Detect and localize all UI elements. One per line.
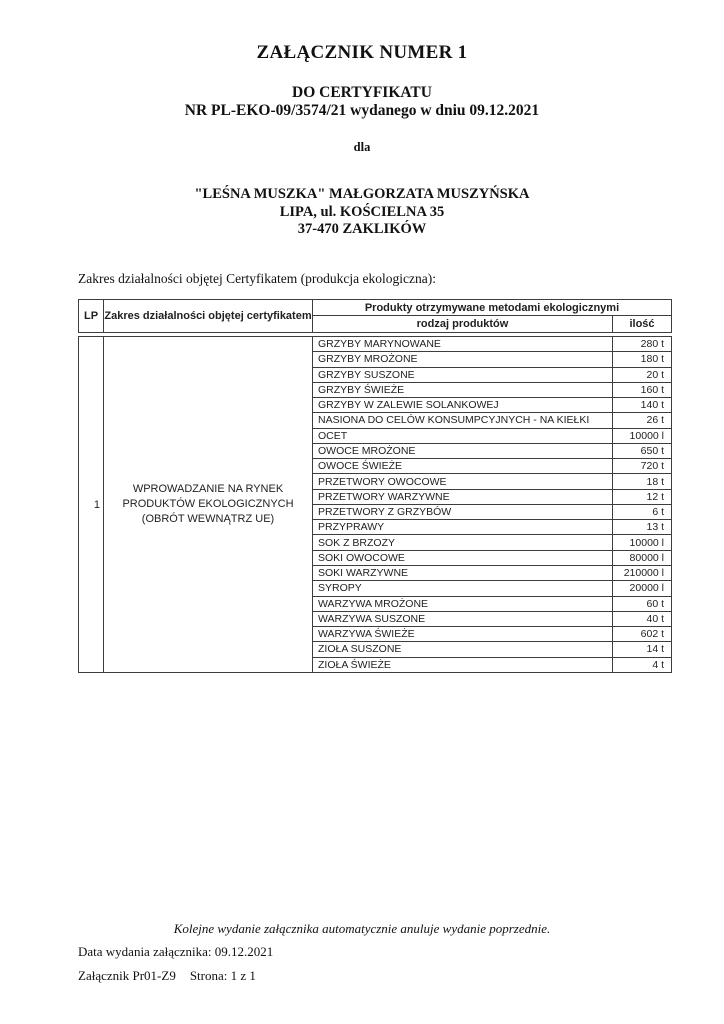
- product-row: [313, 352, 671, 367]
- product-name: WARZYWA SUSZONE: [313, 612, 613, 626]
- product-row: [313, 398, 671, 413]
- product-row: [313, 581, 671, 596]
- table-body-row: [78, 336, 672, 673]
- product-name: SOK Z BRZOZY: [313, 535, 613, 549]
- product-name: GRZYBY ŚWIEŻE: [313, 383, 613, 397]
- recipient-name: "LEŚNA MUSZKA" MAŁGORZATA MUSZYŃSKA: [194, 186, 530, 202]
- product-quantity: 602 t: [640, 628, 664, 641]
- recipient-city: 37-470 ZAKLIKÓW: [297, 221, 427, 237]
- product-row: [313, 459, 671, 474]
- for-label: dla: [353, 140, 371, 154]
- product-quantity: 40 t: [646, 612, 664, 625]
- product-quantity: 60 t: [646, 597, 664, 610]
- product-quantity: 140 t: [640, 399, 664, 412]
- product-quantity: 18 t: [646, 475, 664, 488]
- product-name: OWOCE MROŻONE: [313, 444, 613, 458]
- row-activity-scope: WPROWADZANIE NA RYNEK PRODUKTÓW EKOLOGICZNYCH (OBRÓT WEWNĄTRZ UE): [104, 337, 313, 672]
- issue-date: Data wydania załącznika: 09.12.2021: [78, 944, 274, 959]
- product-name: PRZETWORY WARZYWNE: [313, 490, 613, 504]
- product-name: PRZETWORY Z GRZYBÓW: [313, 505, 613, 519]
- product-name: NASIONA DO CELÓW KONSUMPCYJNYCH - NA KIEŁKI: [313, 413, 613, 427]
- product-name: GRZYBY MARYNOWANE: [313, 337, 613, 351]
- product-quantity: 720 t: [640, 460, 664, 473]
- certificate-table: [78, 299, 672, 673]
- product-row: [313, 429, 671, 444]
- product-name: GRZYBY MROŻONE: [313, 352, 613, 366]
- subtitle-line-1: DO CERTYFIKATU: [292, 84, 432, 101]
- product-row: [313, 535, 671, 550]
- product-quantity: 4 t: [652, 658, 664, 671]
- product-quantity: 12 t: [646, 490, 664, 503]
- product-list: [313, 337, 671, 672]
- product-name: SYROPY: [313, 581, 613, 595]
- product-name: WARZYWA MROŻONE: [313, 597, 613, 611]
- product-name: ZIOŁA ŚWIEŻE: [313, 658, 613, 672]
- product-name: GRZYBY SUSZONE: [313, 368, 613, 382]
- header-products-group-column: [313, 300, 671, 332]
- recipient-block: [0, 186, 724, 239]
- scope-heading: Zakres działalności objętej Certyfikatem (produkcja ekologiczna):: [78, 271, 436, 286]
- product-name: PRZETWORY OWOCOWE: [313, 474, 613, 488]
- document-footer-line: [78, 968, 256, 984]
- product-quantity: 13 t: [646, 521, 664, 534]
- product-name: OWOCE ŚWIEŻE: [313, 459, 613, 473]
- product-quantity: 210000 l: [623, 567, 664, 580]
- product-row: [313, 490, 671, 505]
- header-products-subrow: [313, 316, 671, 332]
- recipient-street: LIPA, ul. KOŚCIELNA 35: [279, 203, 445, 220]
- product-row: [313, 627, 671, 642]
- product-row: [313, 658, 671, 672]
- product-quantity: 20 t: [646, 368, 664, 381]
- product-row: [313, 520, 671, 535]
- product-name: OCET: [313, 429, 613, 443]
- product-quantity: 26 t: [646, 414, 664, 427]
- certificate-subtitle: [0, 84, 724, 120]
- product-quantity: 6 t: [652, 506, 664, 519]
- header-products-group: Produkty otrzymywane metodami ekologicznymi: [313, 300, 671, 316]
- product-row: [313, 566, 671, 581]
- header-scope: Zakres działalności objętej certyfikatem: [104, 300, 313, 332]
- product-quantity: 650 t: [640, 444, 664, 457]
- product-row: [313, 597, 671, 612]
- product-row: [313, 474, 671, 489]
- product-row: [313, 383, 671, 398]
- product-name: WARZYWA ŚWIEŻE: [313, 627, 613, 641]
- page-number: Strona: 1 z 1: [189, 968, 256, 983]
- product-row: [313, 413, 671, 428]
- product-name: SOKI WARZYWNE: [313, 566, 613, 580]
- product-name: GRZYBY W ZALEWIE SOLANKOWEJ: [313, 398, 613, 412]
- table-header: [78, 299, 672, 333]
- row-lp-number: 1: [79, 337, 104, 672]
- product-row: [313, 642, 671, 657]
- product-row: [313, 505, 671, 520]
- document-title: ZAŁĄCZNIK NUMER 1: [256, 42, 468, 63]
- header-product-type: rodzaj produktów: [313, 316, 613, 332]
- subtitle-line-2: NR PL-EKO-09/3574/21 wydanego w dniu 09.12.2021: [184, 102, 540, 119]
- product-quantity: 280 t: [640, 338, 664, 351]
- product-quantity: 20000 l: [629, 582, 664, 595]
- product-row: [313, 444, 671, 459]
- product-row: [313, 368, 671, 383]
- product-quantity: 160 t: [640, 383, 664, 396]
- product-quantity: 180 t: [640, 353, 664, 366]
- product-row: [313, 337, 671, 352]
- product-row: [313, 612, 671, 627]
- header-quantity: ilość: [629, 318, 655, 330]
- product-name: ZIOŁA SUSZONE: [313, 642, 613, 656]
- footer-note: Kolejne wydanie załącznika automatycznie anuluje wydanie poprzednie.: [173, 921, 551, 936]
- doc-code: Załącznik Pr01-Z9: [78, 968, 176, 983]
- product-row: [313, 551, 671, 566]
- product-quantity: 10000 l: [629, 429, 664, 442]
- product-quantity: 80000 l: [629, 551, 664, 564]
- product-name: PRZYPRAWY: [313, 520, 613, 534]
- product-name: SOKI OWOCOWE: [313, 551, 613, 565]
- header-lp: LP: [79, 300, 104, 332]
- product-quantity: 10000 l: [629, 536, 664, 549]
- product-quantity: 14 t: [646, 643, 664, 656]
